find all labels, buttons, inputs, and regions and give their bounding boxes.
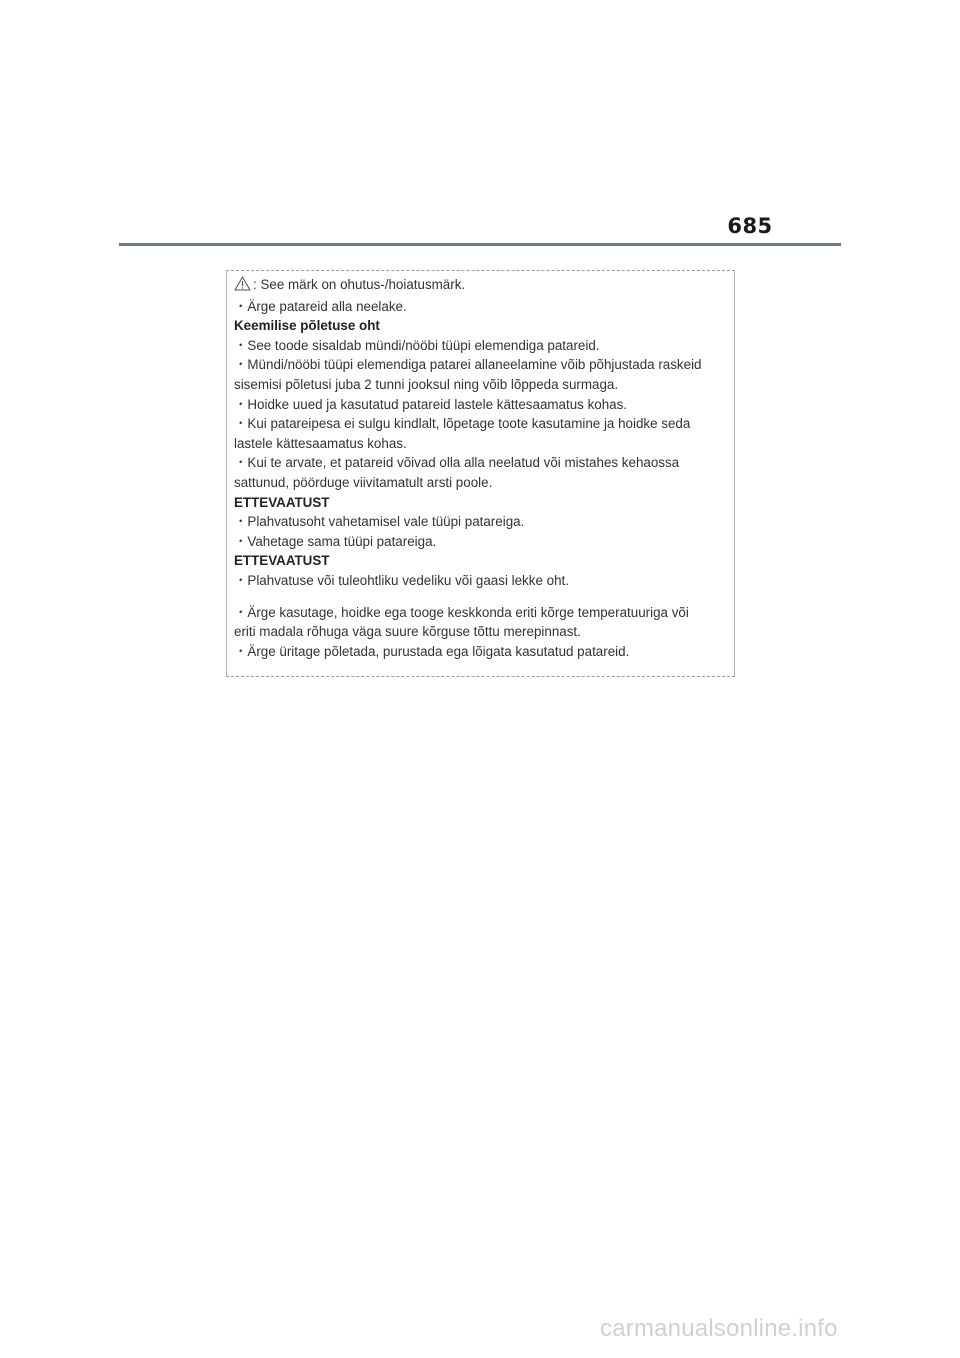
- bullet-extreme-temperature-cont: eriti madala rõhuga väga suure kõrguse tõttu merepinnast.: [234, 624, 581, 640]
- heading-caution-2: ETTEVAATUST: [234, 553, 330, 569]
- bullet-explosion-wrong-type: ・Plahvatusoht vahetamisel vale tüüpi patareiga.: [234, 514, 525, 530]
- warning-symbol-line: [234, 275, 726, 297]
- header-rule: [119, 243, 841, 246]
- heading-chemical-burn: Keemilise põletuse oht: [234, 318, 380, 334]
- bullet-replace-same-type: ・Vahetage sama tüüpi patareiga.: [234, 533, 437, 549]
- bullet-compartment-not-closing: ・Kui patareipesa ei sulgu kindlalt, lõpetage toote kasutamine ja hoidke seda: [234, 416, 691, 432]
- bullet-explosion-leak: ・Plahvatuse või tuleohtliku vedeliku või gaasi lekke oht.: [234, 572, 569, 588]
- page-number: 685: [727, 214, 773, 238]
- bullet-swallowing-risk-cont: sisemisi põletusi juba 2 tunni jooksul ning võib lõppeda surmaga.: [234, 376, 619, 392]
- battery-warning-box: [226, 270, 735, 677]
- bullet-seek-medical: ・Kui te arvate, et patareid võivad olla alla neelatud või mistahes kehaossa: [234, 455, 680, 471]
- bullet-extreme-temperature: ・Ärge kasutage, hoidke ega tooge keskkonda eriti kõrge temperatuuriga või: [234, 604, 689, 620]
- watermark: carmanualsonline.info: [600, 1315, 838, 1342]
- bullet-seek-medical-cont: sattunud, pöörduge viivitamatult arsti poole.: [234, 474, 493, 490]
- spacer: [234, 591, 726, 603]
- bullet-swallowing-risk: ・Mündi/nööbi tüüpi elemendiga patarei allaneelamine võib põhjustada raskeid: [234, 357, 702, 373]
- bullet-do-not-swallow: ・Ärge patareid alla neelake.: [234, 298, 407, 314]
- warning-triangle-icon: [234, 276, 251, 297]
- bullet-compartment-not-closing-cont: lastele kättesaamatus kohas.: [234, 435, 407, 451]
- bullet-keep-away-from-children: ・Hoidke uued ja kasutatud patareid lastele kättesaamatus kohas.: [234, 396, 628, 412]
- bullet-do-not-burn: ・Ärge üritage põletada, purustada ega lõigata kasutatud patareid.: [234, 643, 630, 659]
- warning-symbol-text: : See märk on ohutus-/hoiatusmärk.: [253, 277, 466, 292]
- bullet-contains-coin-cell: ・See toode sisaldab mündi/nööbi tüüpi elemendiga patareid.: [234, 337, 600, 353]
- heading-caution-1: ETTEVAATUST: [234, 494, 330, 510]
